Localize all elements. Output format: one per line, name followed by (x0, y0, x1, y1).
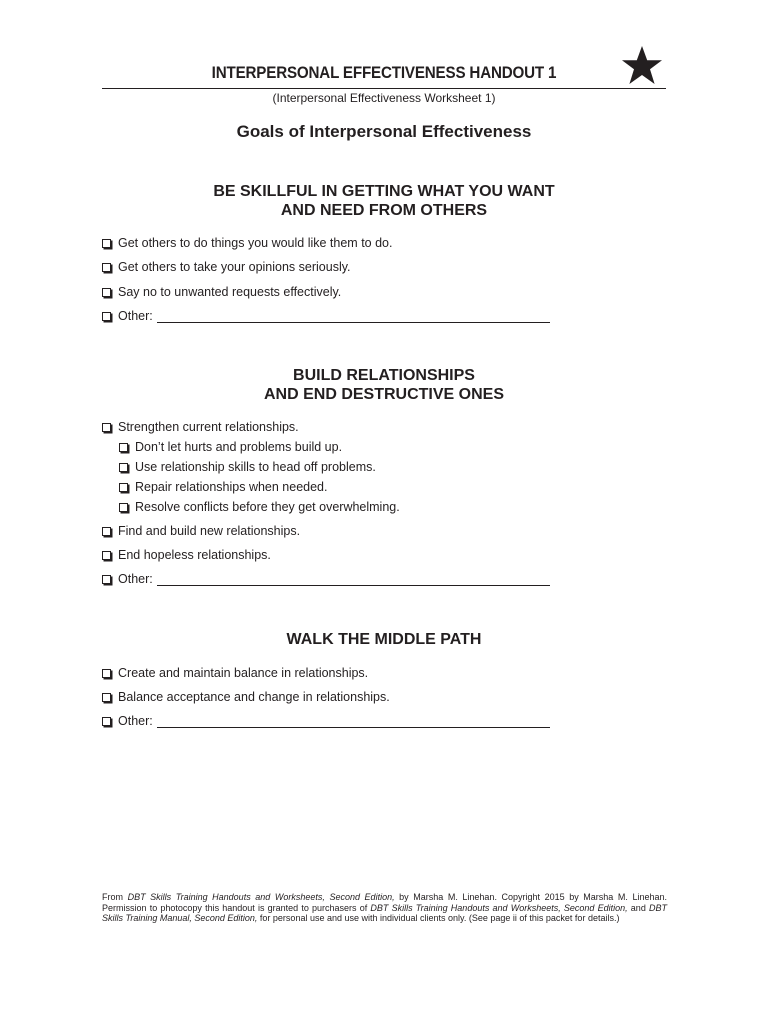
star-icon (620, 44, 664, 86)
section-heading-relationships: BUILD RELATIONSHIPS AND END DESTRUCTIVE ONES (263, 367, 505, 403)
checklist-item-other[interactable]: Other: (102, 308, 550, 324)
checkbox[interactable] (119, 443, 128, 452)
checklist-item[interactable]: Create and maintain balance in relationships. (102, 665, 368, 681)
checkbox[interactable] (102, 239, 111, 248)
checklist-item[interactable]: Strengthen current relationships. (102, 419, 299, 435)
checkbox[interactable] (102, 693, 111, 702)
other-write-in-line[interactable] (157, 585, 550, 586)
checkbox[interactable] (119, 463, 128, 472)
checklist-subitem[interactable]: Don’t let hurts and problems build up. (119, 439, 342, 455)
section-heading-skillful: BE SKILLFUL IN GETTING WHAT YOU WANT AND NEED FROM OTHERS (213, 183, 555, 219)
checkbox[interactable] (102, 551, 111, 560)
checkbox[interactable] (102, 263, 111, 272)
checkbox[interactable] (119, 503, 128, 512)
other-write-in-line[interactable] (157, 322, 550, 323)
checklist-item[interactable]: Balance acceptance and change in relationships. (102, 689, 390, 705)
page-title: Goals of Interpersonal Effectiveness (236, 122, 532, 141)
checkbox[interactable] (102, 669, 111, 678)
checklist-item-other[interactable]: Other: (102, 713, 550, 729)
section-heading-middle-path: WALK THE MIDDLE PATH (286, 631, 482, 648)
copyright-footer: From DBT Skills Training Handouts and Worksheets, Second Edition, by Marsha M. Linehan. Copyright 2015 by Marsha M. Linehan. Permission to photocopy this handout is granted to purchasers of DBT Skills Training Handouts and Worksheets, Second Edition, and DBT Skills Training Manual, Second Edition, for personal use and use with individual clients only. (See page ii of this packet for details.) (102, 892, 667, 923)
checkbox[interactable] (119, 483, 128, 492)
checkbox[interactable] (102, 288, 111, 297)
checklist-item[interactable]: Find and build new relationships. (102, 523, 300, 539)
checkbox[interactable] (102, 575, 111, 584)
checklist-item[interactable]: End hopeless relationships. (102, 547, 271, 563)
checklist-item-other[interactable]: Other: (102, 571, 550, 587)
checklist-item[interactable]: Get others to take your opinions seriously. (102, 259, 351, 275)
handout-title: INTERPERSONAL EFFECTIVENESS HANDOUT 1 (211, 64, 557, 82)
checklist-item[interactable]: Say no to unwanted requests effectively. (102, 284, 341, 300)
checkbox[interactable] (102, 423, 111, 432)
other-write-in-line[interactable] (157, 727, 550, 728)
checkbox[interactable] (102, 312, 111, 321)
checklist-item[interactable]: Get others to do things you would like them to do. (102, 235, 392, 251)
checkbox[interactable] (102, 527, 111, 536)
checklist-subitem[interactable]: Resolve conflicts before they get overwhelming. (119, 499, 400, 515)
checkbox[interactable] (102, 717, 111, 726)
checklist-subitem[interactable]: Use relationship skills to head off problems. (119, 459, 376, 475)
header-rule (102, 88, 666, 89)
checklist-subitem[interactable]: Repair relationships when needed. (119, 479, 328, 495)
worksheet-reference: (Interpersonal Effectiveness Worksheet 1) (272, 91, 496, 105)
